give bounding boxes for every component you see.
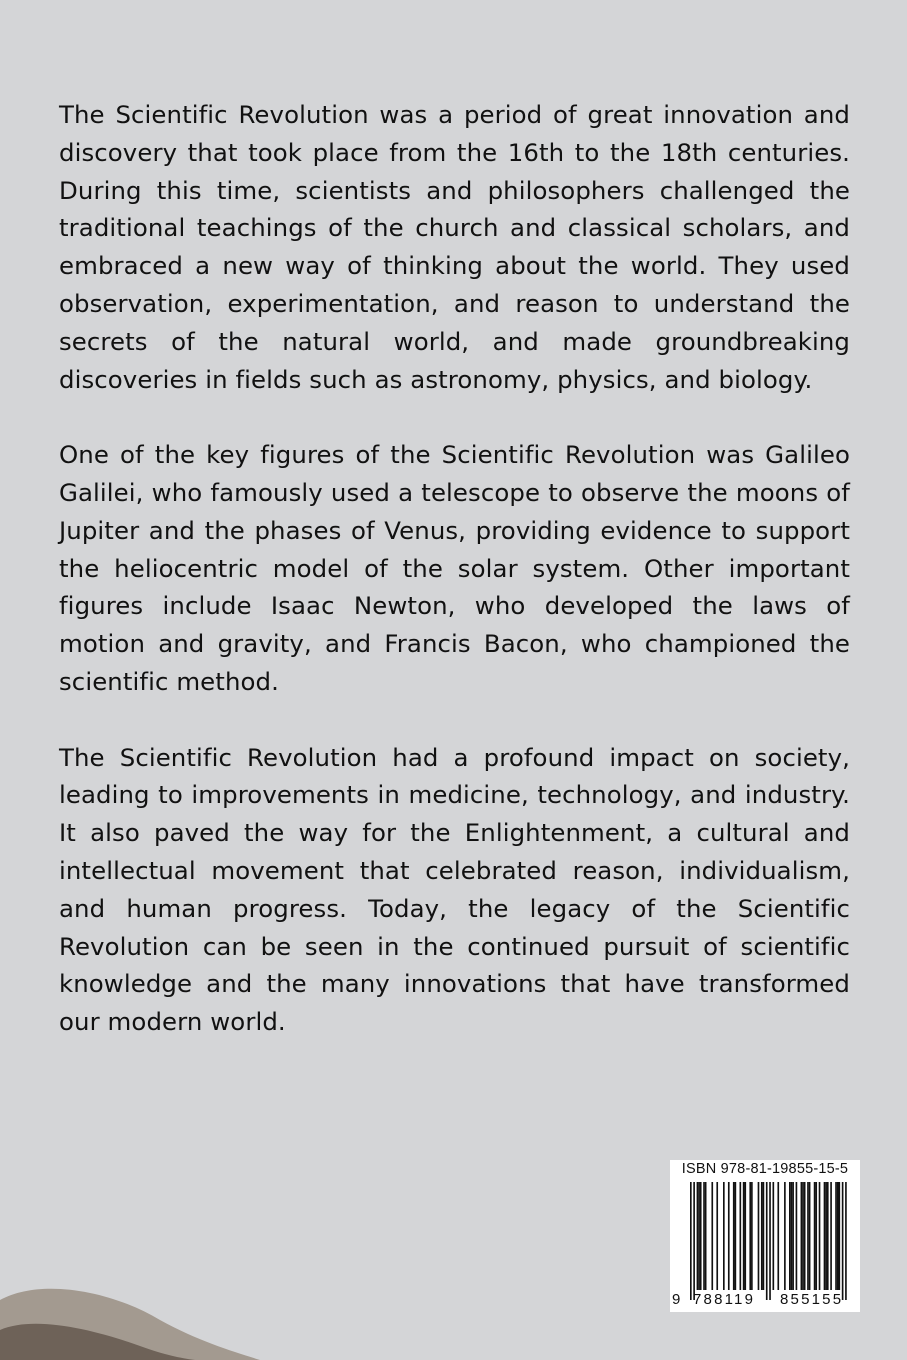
barcode-bar (703, 1182, 705, 1290)
barcode-bar (700, 1182, 702, 1290)
barcode-bar (690, 1182, 692, 1300)
barcode-bar (751, 1182, 753, 1290)
isbn-barcode (670, 1160, 860, 1312)
barcode-bar (749, 1182, 751, 1290)
barcode-bar (784, 1182, 786, 1290)
blurb-paragraph-1: The Scientific Revolution was a period of great innovation and discovery that took place from the 16th to the 18th centuries. During this time, scientists and philosophers challenged the traditional teachings of the church and classical scholars, and embraced a new way of thinking about the world. They used observation, experimentation, and reason to understand the secrets of the natural world, and made groundbreaking discoveries in fields such as astronomy, physics, and biology. (59, 100, 850, 394)
barcode-bar (769, 1182, 771, 1300)
barcode-bar (809, 1182, 811, 1290)
barcode-bar (740, 1182, 742, 1290)
isbn-label: ISBN 978-81-19855-15-5 (681, 1161, 849, 1177)
decorative-wave (0, 1260, 300, 1360)
barcode-bar (815, 1182, 817, 1290)
barcode-bar (842, 1182, 844, 1300)
barcode-bar (744, 1182, 746, 1290)
barcode-bar (711, 1182, 713, 1290)
barcode-left-digits: 788119 (693, 1291, 756, 1308)
barcode-bar (777, 1182, 779, 1290)
barcode-bar (801, 1182, 803, 1290)
barcode-bar (804, 1182, 806, 1290)
barcode-bar (791, 1182, 793, 1290)
barcode-bar (792, 1182, 794, 1290)
barcode-bar (761, 1182, 763, 1290)
barcode-bar (733, 1182, 735, 1290)
barcode-bars (670, 1160, 860, 1312)
barcode-bar (758, 1182, 760, 1290)
barcode-bar (716, 1182, 718, 1290)
barcode-bar (697, 1182, 699, 1290)
barcode-bar (839, 1182, 841, 1290)
barcode-bar (819, 1182, 821, 1290)
barcode-bar (814, 1182, 816, 1290)
barcode-bar (796, 1182, 798, 1290)
barcode-bar (807, 1182, 809, 1290)
barcode-bar (723, 1182, 725, 1290)
barcode-bar (825, 1182, 827, 1290)
barcode-bar (693, 1182, 695, 1300)
blurb-paragraph-2: One of the key figures of the Scientific Revolution was Galileo Galilei, who famously used a telescope to observe the moons of Jupiter and the phases of Venus, providing evidence to support the heliocentric model of the solar system. Other important figures include Isaac Newton, who developed the laws of motion and gravity, and Francis Bacon, who championed the scientific method. (59, 440, 850, 696)
barcode-bar (802, 1182, 804, 1290)
barcode-bar (789, 1182, 791, 1290)
barcode-bar (705, 1182, 707, 1290)
barcode-bar (830, 1182, 832, 1290)
barcode-bar (824, 1182, 826, 1290)
barcode-bar (763, 1182, 765, 1290)
barcode-bar (728, 1182, 730, 1290)
blurb-text (59, 96, 850, 1079)
barcode-bar (845, 1182, 847, 1300)
barcode-bar (773, 1182, 775, 1290)
barcode-bar (766, 1182, 768, 1300)
barcode-bar (835, 1182, 837, 1290)
barcode-bar (735, 1182, 737, 1290)
barcode-bar (827, 1182, 829, 1290)
barcode-bar (743, 1182, 745, 1290)
barcode-right-digits: 855155 (780, 1291, 844, 1308)
barcode-bar (837, 1182, 839, 1290)
blurb-paragraph-3: The Scientific Revolution had a profound impact on society, leading to improvements in medicine, technology, and industry. It also paved the way for the Enlightenment, a cultural and intellectual movement that celebrated reason, individualism, and human progress. Today, the legacy of the Scientific Revolution can be seen in the continued pursuit of scientific knowledge and the many innovations that have transformed our modern world. (59, 742, 850, 1037)
barcode-lead-digit: 9 (672, 1291, 681, 1308)
barcode-bar (698, 1182, 700, 1290)
